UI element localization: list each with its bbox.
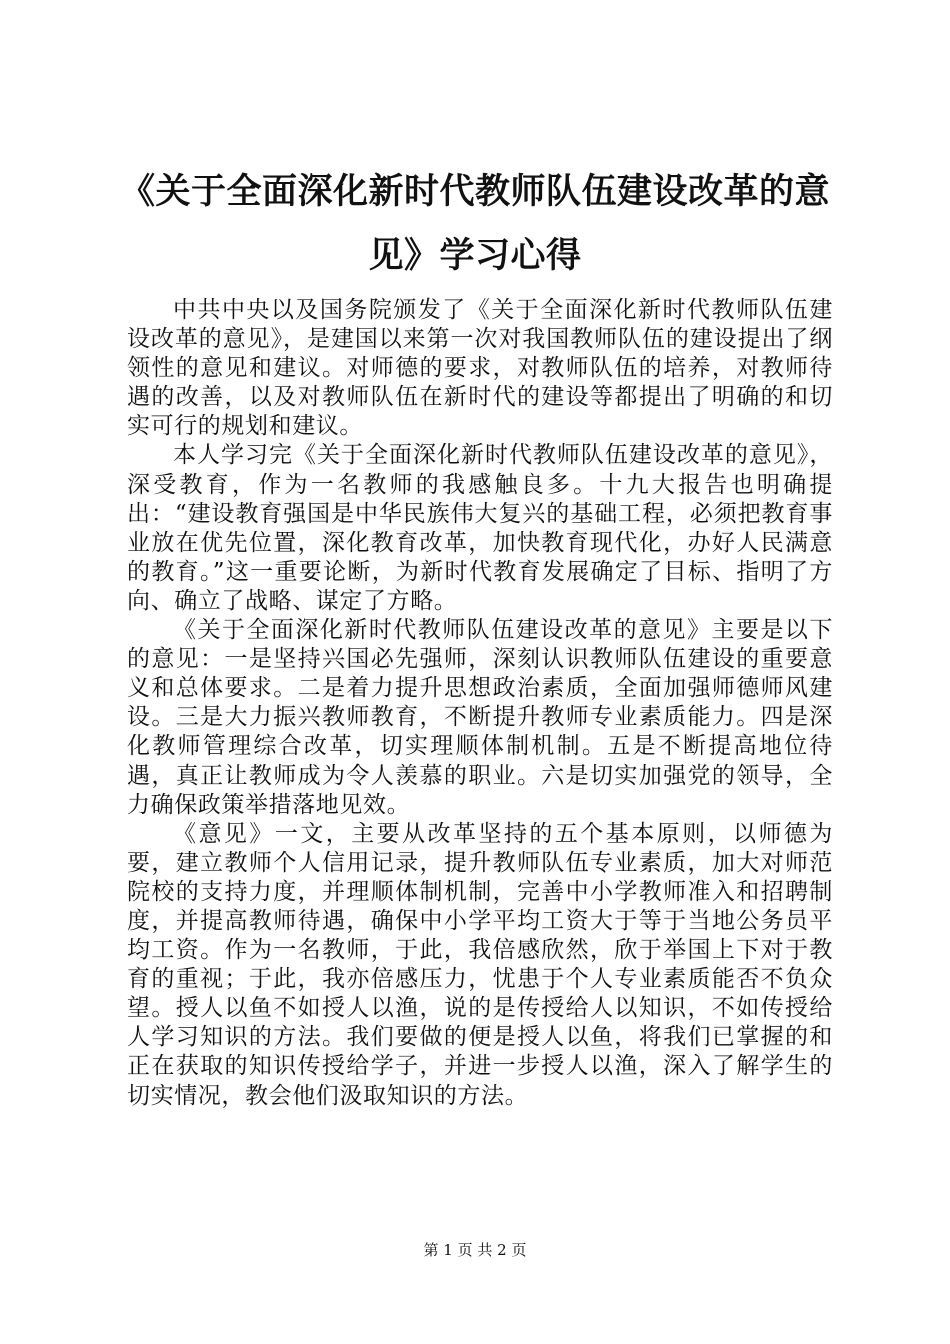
- document-title: 《关于全面深化新时代教师队伍建设改革的意见》学习心得: [119, 172, 830, 276]
- paragraph-4: 《意见》一文，主要从改革坚持的五个基本原则，以师德为要，建立教师个人信用记录，提升教师队伍专业素质，加大对师范院校的支持力度，并理顺体制机制，完善中小学教师准入和招聘制度，并提高教师待遇，确保中小学平均工资大于等于当地公务员平均工资。作为一名教师，于此，我倍感欣然，欣于举国上下对于教育的重视；于此，我亦倍感压力，忧患于个人专业素质能否不负众望。授人以鱼不如授人以渔，说的是传授给人以知识，不如传授给人学习知识的方法。我们要做的便是授人以鱼，将我们已掌握的和正在获取的知识传授给学子，并进一步授人以渔，深入了解学生的切实情况，教会他们汲取知识的方法。: [127, 820, 833, 1109]
- paragraph-1: 中共中央以及国务院颁发了《关于全面深化新时代教师队伍建设改革的意见》，是建国以来第一次对我国教师队伍的建设提出了纲领性的意见和建议。对师德的要求，对教师队伍的培养，对教师待遇的改善，以及对教师队伍在新时代的建设等都提出了明确的和切实可行的规划和建议。: [127, 297, 833, 440]
- document-body: [127, 296, 833, 1111]
- paragraph-2: 本人学习完《关于全面深化新时代教师队伍建设改革的意见》，深受教育，作为一名教师的我感触良多。十九大报告也明确提出：“建设教育强国是中华民族伟大复兴的基础工程，必须把教育事业放在优先位置，深化教育改革，加快教育现代化，办好人民满意的教育。”这一重要论断，为新时代教育发展确定了目标、指明了方向、确立了战略、谋定了方略。: [127, 442, 833, 614]
- page-number-footer: 第 1 页 共 2 页: [423, 1241, 527, 1259]
- paragraph-3: 《关于全面深化新时代教师队伍建设改革的意见》主要是以下的意见：一是坚持兴国必先强师，深刻认识教师队伍建设的重要意义和总体要求。二是着力提升思想政治素质，全面加强师德师风建设。三是大力振兴教师教育，不断提升教师专业素质能力。四是深化教师管理综合改革，切实理顺体制机制。五是不断提高地位待遇，真正让教师成为令人羡慕的职业。六是切实加强党的领导，全力确保政策举措落地见效。: [127, 617, 833, 818]
